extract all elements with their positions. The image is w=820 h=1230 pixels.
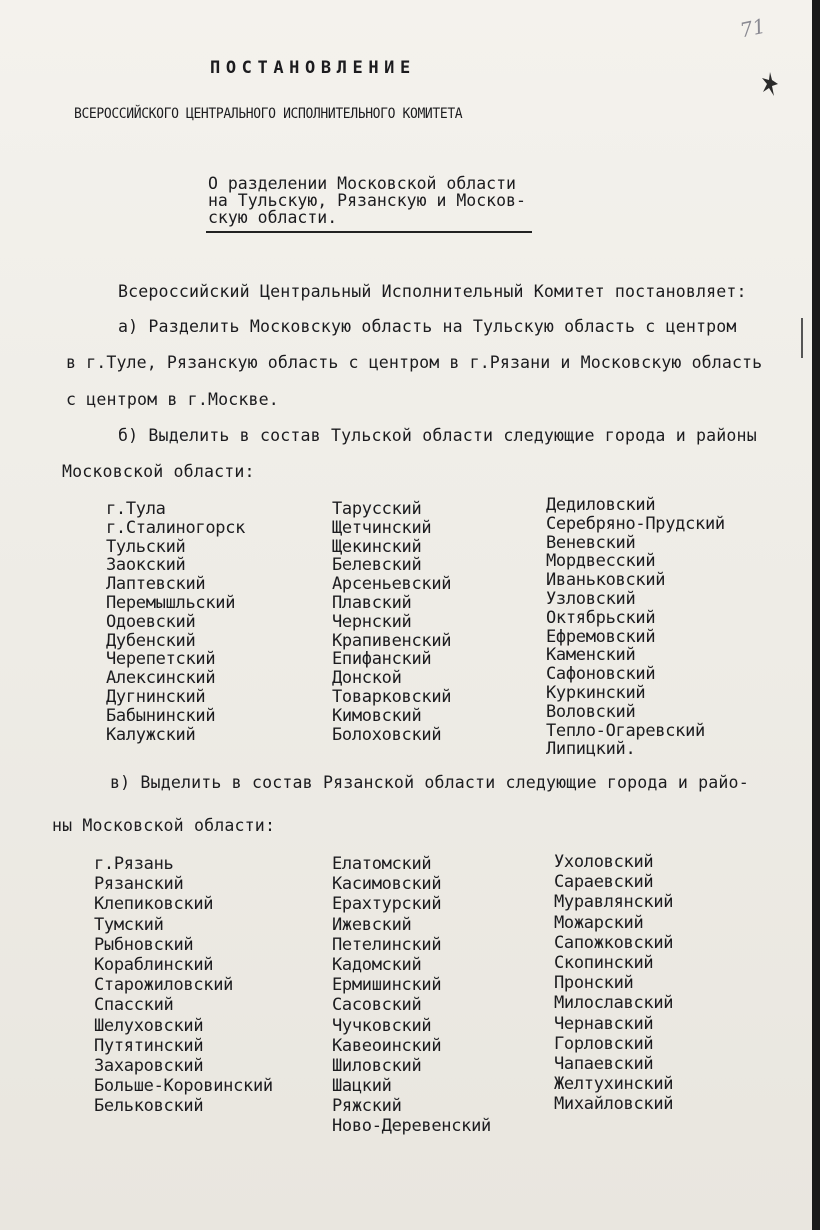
list-item: Ефремовский — [546, 626, 656, 647]
list-item: Крапивенский — [332, 630, 452, 651]
list-item: Чучковский — [332, 1015, 432, 1036]
list-item: Алексинский — [106, 668, 216, 689]
list-item: Тепло-Огаревский — [546, 720, 705, 741]
paragraph-a-line: с центром в г.Москве. — [66, 390, 279, 409]
list-item: Октябрьский — [546, 607, 656, 628]
list-item: г.Сталиногорск — [106, 517, 246, 538]
document-title: ПОСТАНОВЛЕНИЕ — [210, 58, 416, 78]
list-item: Ново-Деревенский — [332, 1116, 491, 1137]
list-item: Сараевский — [554, 872, 654, 893]
list-item: Липицкий. — [546, 739, 636, 760]
list-item: Веневский — [546, 532, 636, 553]
paragraph-v-line: в) Выделить в состав Рязанской области следующие города и райо- — [110, 773, 749, 792]
list-item: Кавеоинский — [332, 1035, 442, 1056]
page-number: 71 — [737, 13, 768, 43]
list-item: Узловский — [546, 588, 636, 609]
list-item: Епифанский — [332, 649, 432, 670]
ink-blot-icon — [760, 70, 780, 100]
paragraph-b-line: Московской области: — [62, 462, 255, 481]
tula-column-1 — [106, 500, 245, 744]
list-item: Черепетский — [106, 649, 216, 670]
list-item: Спасский — [94, 995, 174, 1016]
list-item: Мордвесский — [546, 551, 656, 572]
list-item: Донской — [332, 668, 402, 689]
list-item: Товарковский — [332, 686, 452, 707]
list-item: Воловский — [546, 701, 636, 722]
list-item: Плавский — [332, 592, 412, 613]
list-item: Перемышльский — [106, 592, 236, 613]
list-item: Дубенский — [106, 630, 196, 651]
list-item: Кимовский — [332, 705, 422, 726]
list-item: Ижевский — [332, 914, 412, 935]
list-item: Чернский — [332, 611, 412, 632]
list-item: Шелуховский — [94, 1015, 204, 1036]
list-item: Старожиловский — [94, 975, 234, 996]
list-item: Ермишинский — [332, 975, 442, 996]
list-item: Ухоловский — [554, 852, 654, 872]
list-item: Сапожковский — [554, 932, 674, 953]
tula-column-3 — [546, 496, 725, 759]
intro-paragraph: Всероссийский Центральный Исполнительный Комитет постановляет: — [118, 282, 747, 301]
list-item: Елатомский — [332, 854, 432, 874]
list-item: Рыбновский — [94, 934, 194, 955]
paragraph-b-line: б) Выделить в состав Тульской области следующие города и районы — [118, 426, 757, 445]
list-item: Путятинский — [94, 1035, 204, 1056]
list-item: Шиловский — [332, 1055, 422, 1076]
list-item: Серебряно-Прудский — [546, 513, 725, 534]
list-item: Дугнинский — [106, 686, 206, 707]
subject-line: О разделении Московской области — [208, 174, 516, 193]
list-item: Тульский — [106, 536, 186, 557]
list-item: Болоховский — [332, 724, 442, 745]
subject-block — [208, 175, 526, 226]
list-item: Милославский — [554, 993, 674, 1014]
list-item: Заокский — [106, 555, 186, 576]
paragraph-a-line: а) Разделить Московскую область на Тульскую область с центром — [118, 317, 737, 336]
list-item: Бельковский — [94, 1096, 204, 1117]
list-item: Скопинский — [554, 952, 654, 973]
list-item: Клепиковский — [94, 894, 214, 915]
tula-column-2 — [332, 500, 451, 744]
list-item: Петелинский — [332, 934, 442, 955]
list-item: Кадомский — [332, 954, 422, 975]
list-item: Шацкий — [332, 1076, 392, 1097]
list-item: Рязанский — [94, 874, 184, 895]
list-item: Одоевский — [106, 611, 196, 632]
paragraph-a-line: в г.Туле, Рязанскую область с центром в г.Рязани и Московскую область — [66, 353, 763, 372]
paragraph-v-line: ны Московской области: — [52, 816, 276, 835]
list-item: Бабынинский — [106, 705, 216, 726]
list-item: Ряжский — [332, 1096, 402, 1117]
list-item: Чернавский — [554, 1013, 654, 1034]
list-item: Ерахтурский — [332, 894, 442, 915]
list-item: Каменский — [546, 645, 636, 666]
list-item: г.Тула — [106, 499, 166, 519]
list-item: Калужский — [106, 724, 196, 745]
subject-line: скую области. — [208, 208, 338, 227]
list-item: Белевский — [332, 555, 422, 576]
list-item: Желтухинский — [554, 1074, 674, 1095]
list-item: Щекинский — [332, 536, 422, 557]
list-item: Захаровский — [94, 1055, 204, 1076]
ryazan-column-2 — [332, 854, 491, 1137]
list-item: г.Рязань — [94, 854, 174, 874]
list-item: Тарусский — [332, 499, 422, 519]
page-edge — [812, 0, 820, 1230]
margin-mark — [801, 318, 803, 358]
list-item: Тумский — [94, 914, 164, 935]
list-item: Пронский — [554, 973, 634, 994]
subject-line: на Тульскую, Рязанскую и Москов- — [208, 191, 526, 210]
list-item: Кораблинский — [94, 954, 214, 975]
list-item: Дедиловский — [546, 495, 656, 515]
list-item: Щетчинский — [332, 517, 432, 538]
list-item: Арсеньевский — [332, 574, 452, 595]
list-item: Сафоновский — [546, 664, 656, 685]
list-item: Муравлянский — [554, 892, 674, 913]
list-item: Больше-Коровинский — [94, 1076, 273, 1097]
list-item: Касимовский — [332, 874, 442, 895]
list-item: Михайловский — [554, 1094, 674, 1115]
list-item: Сасовский — [332, 995, 422, 1016]
ryazan-column-1 — [94, 854, 273, 1116]
document-subtitle: ВСЕРОССИЙСКОГО ЦЕНТРАЛЬНОГО ИСПОЛНИТЕЛЬНОГО КОМИТЕТА — [74, 106, 463, 122]
list-item: Лаптевский — [106, 574, 206, 595]
list-item: Чапаевский — [554, 1053, 654, 1074]
ryazan-column-3 — [554, 852, 673, 1114]
list-item: Горловский — [554, 1033, 654, 1054]
list-item: Иваньковский — [546, 570, 666, 591]
list-item: Куркинский — [546, 682, 646, 703]
list-item: Можарский — [554, 912, 644, 933]
subject-underline — [206, 231, 532, 233]
